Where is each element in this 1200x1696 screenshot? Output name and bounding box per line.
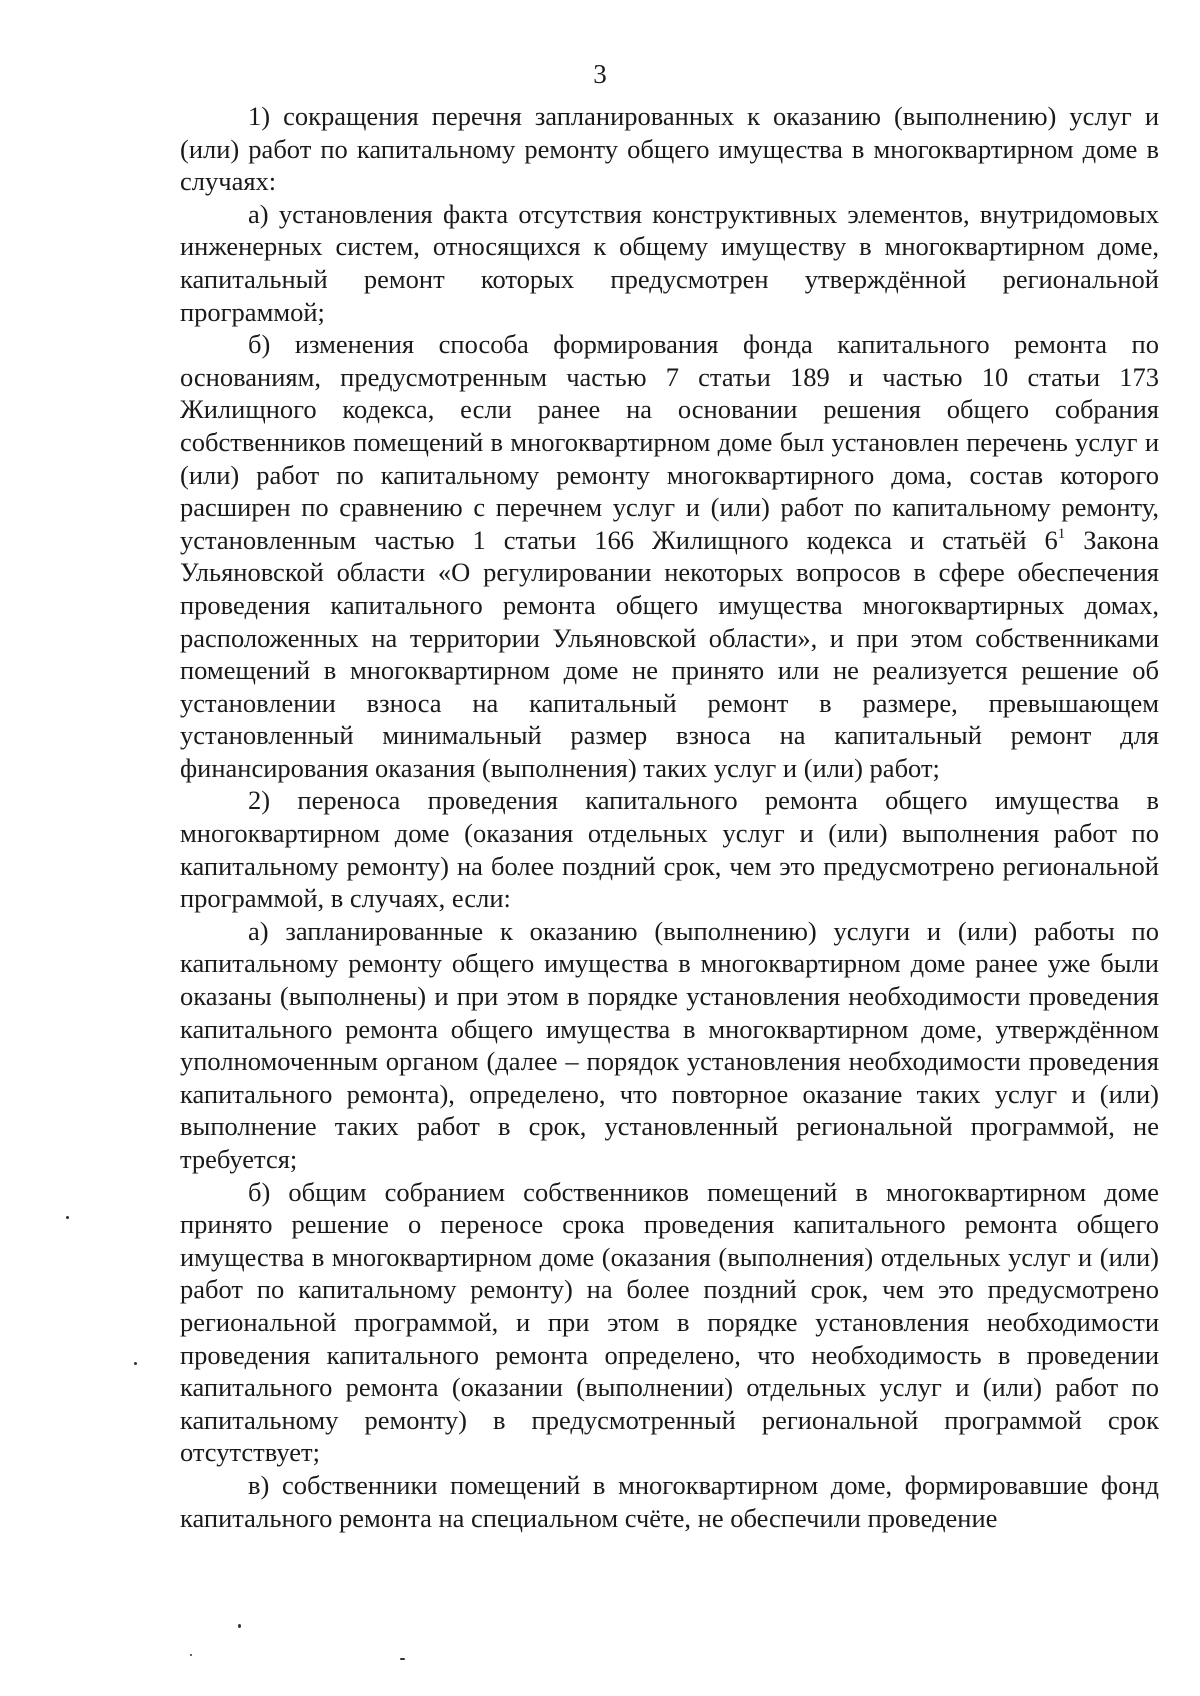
paragraph-2: 2) переноса проведения капитального ремонта общего имущества в многоквартирном доме (оказания отдельных услуг и (или) выполнения работ по капитальному ремонту) на более поздний срок, чем это предусмотрено региональной программой, в случаях, если: — [180, 785, 1159, 914]
paragraph-2a: а) запланированные к оказанию (выполнению) услуги и (или) работы по капитальному ремонту общего имущества в многоквартирном доме ранее уже были оказаны (выполнены) и при этом в порядке установления необходимости проведения капитального ремонта общего имущества в многоквартирном доме, утверждённом уполномоченным органом (далее – порядок установления необходимости проведения капитального ремонта), определено, что повторное оказание таких услуг и (или) выполнение таких работ в срок, установленный региональной программой, не требуется; — [180, 915, 1159, 1174]
paragraph-1b-part-2: Закона Ульяновской области «О регулировании некоторых вопросов в сфере обеспечения проведения капитального ремонта общего имущества многоквартирных домах, расположенных на территории Ульяновской области», и при этом собственниками помещений в многоквартирном доме не принято или не реализуется решение об установлении взноса на капитальный ремонт в размере, превышающем установленный минимальный размер взноса на капитальный ремонт для финансирования оказания (выполнения) таких услуг и (или) работ; — [180, 524, 1159, 783]
paragraph-2c: в) собственники помещений в многоквартирном доме, формировавшие фонд капитального ремонта на специальном счёте, не обеспечили проведение — [180, 1469, 1159, 1533]
document-body — [180, 100, 1159, 1534]
paragraph-1b — [180, 328, 1159, 784]
scan-speck — [66, 1216, 69, 1219]
paragraph-1a: а) установления факта отсутствия конструктивных элементов, внутридомовых инженерных систем, относящихся к общему имуществу в многоквартирном доме, капитальный ремонт которых предусмотрен утверждённой региональной программой; — [180, 198, 1159, 327]
scan-speck — [400, 1658, 405, 1660]
paragraph-2b: б) общим собранием собственников помещений в многоквартирном доме принято решение о переносе срока проведения капитального ремонта общего имущества в многоквартирном доме (оказания (выполнения) отдельных услуг и (или) работ по капитальному ремонту) на более поздний срок, чем это предусмотрено региональной программой, и при этом в порядке установления необходимости проведения капитального ремонта определено, что необходимость в проведении капитального ремонта (оказании (выполнении) отдельных услуг и (или) работ по капитальному ремонту) в предусмотренный региональной программой срок отсутствует; — [180, 1176, 1159, 1468]
paragraph-1: 1) сокращения перечня запланированных к оказанию (выполнению) услуг и (или) работ по капитальному ремонту общего имущества в многоквартирном доме в случаях: — [180, 101, 1159, 197]
scan-speck — [134, 1362, 137, 1365]
scan-speck — [238, 1624, 241, 1628]
page-number: 3 — [593, 59, 607, 89]
superscript-1: 1 — [1057, 525, 1066, 542]
scan-speck — [190, 1654, 192, 1656]
paragraph-1b-part-1: б) изменения способа формирования фонда капитального ремонта по основаниям, предусмотренным частью 7 статьи 189 и частью 10 статьи 173 Жилищного кодекса, если ранее на основании решения общего собрания собственников помещений в многоквартирном доме был установлен перечень услуг и (или) работ по капитальному ремонту многоквартирного дома, состав которого расширен по сравнению с перечнем услуг и (или) работ по капитальному ремонту, установленным частью 1 статьи 166 Жилищного кодекса и статьёй 6 — [180, 329, 1159, 555]
